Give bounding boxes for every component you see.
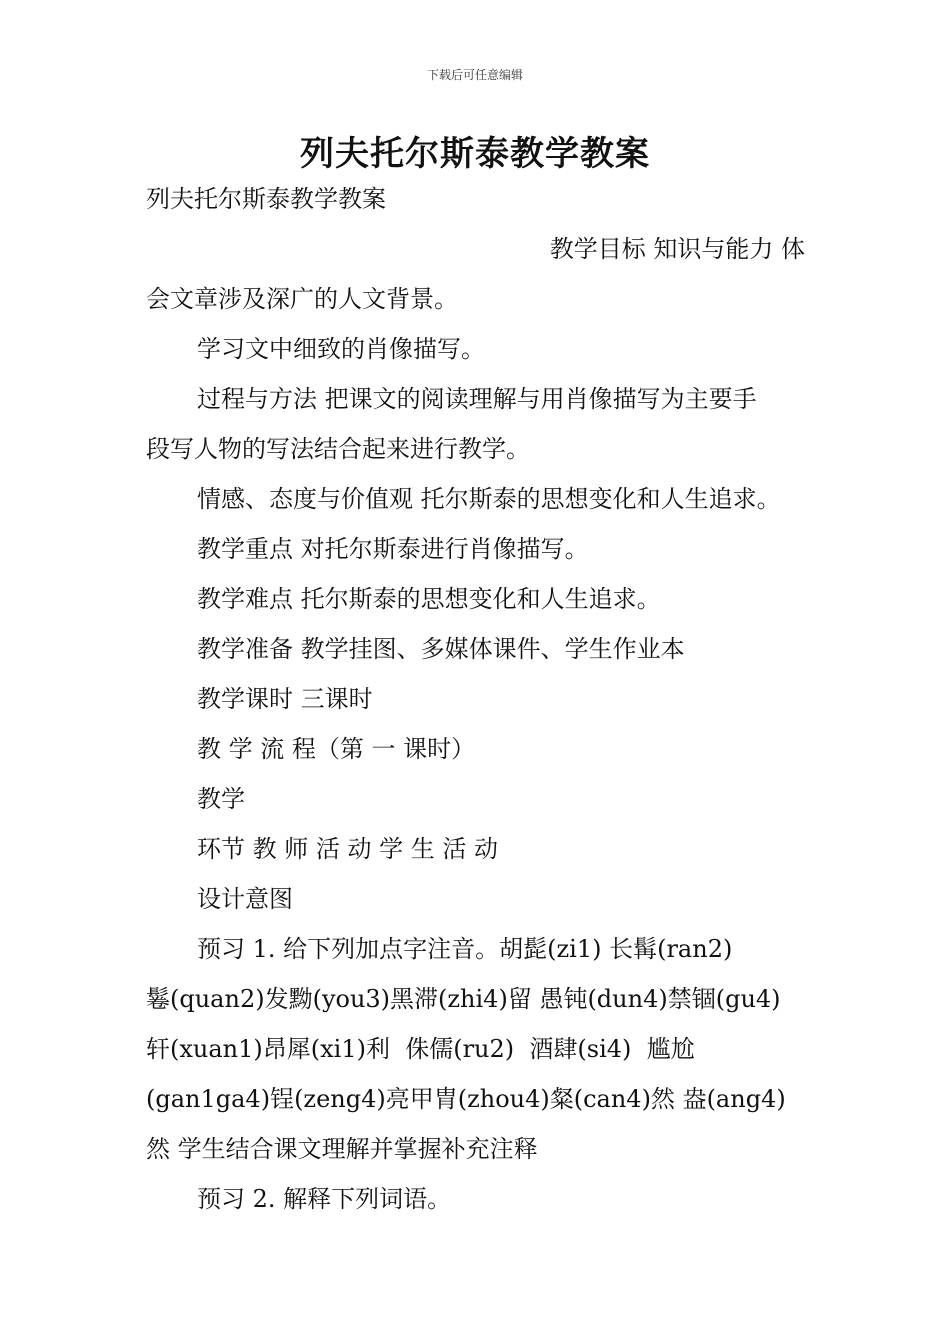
paragraph-line: 教学课时 三课时 <box>197 685 373 713</box>
paragraph-line: 过程与方法 把课文的阅读理解与用肖像描写为主要手 <box>197 385 757 413</box>
paragraph-line: 设计意图 <box>197 885 293 913</box>
paragraph-line: 预习 2. 解释下列词语。 <box>197 1185 452 1213</box>
paragraph-line: 教学准备 教学挂图、多媒体课件、学生作业本 <box>197 635 685 663</box>
document-title: 列夫托尔斯泰教学教案 <box>300 134 650 174</box>
paragraph-line: 段写人物的写法结合起来进行教学。 <box>146 435 530 463</box>
paragraph-line: 教学目标 知识与能力 体 <box>549 235 805 263</box>
paragraph-line: 环节 教 师 活 动 学 生 活 动 <box>197 835 499 863</box>
subtitle-line: 列夫托尔斯泰教学教案 <box>146 185 386 213</box>
paragraph-line: 教学难点 托尔斯泰的思想变化和人生追求。 <box>197 585 661 613</box>
header-note: 下载后可任意编辑 <box>426 68 523 82</box>
paragraph-line: 教学 <box>197 785 245 813</box>
paragraph-line: 然 学生结合课文理解并掌握补充注释 <box>146 1135 538 1163</box>
paragraph-line: 情感、态度与价值观 托尔斯泰的思想变化和人生追求。 <box>197 485 781 513</box>
paragraph-line: 会文章涉及深广的人文背景。 <box>146 285 458 313</box>
paragraph-line: 教 学 流 程（第 一 课时） <box>197 735 476 763</box>
paragraph-line: 预习 1. 给下列加点字注音。胡髭(zi1) 长髯(ran2) <box>197 935 733 963</box>
paragraph-line: 学习文中细致的肖像描写。 <box>197 335 485 363</box>
paragraph-line: (gan1ga4)锃(zeng4)亮甲胄(zhou4)粲(can4)然 盎(ang4) <box>146 1085 786 1113</box>
paragraph-line: 教学重点 对托尔斯泰进行肖像描写。 <box>197 535 589 563</box>
paragraph-line: 鬈(quan2)发黝(you3)黑滞(zhi4)留 愚钝(dun4)禁锢(gu4) <box>146 985 781 1013</box>
paragraph-line: 轩(xuan1)昂犀(xi1)利 侏儒(ru2) 酒肆(si4) 尴尬 <box>146 1035 695 1063</box>
